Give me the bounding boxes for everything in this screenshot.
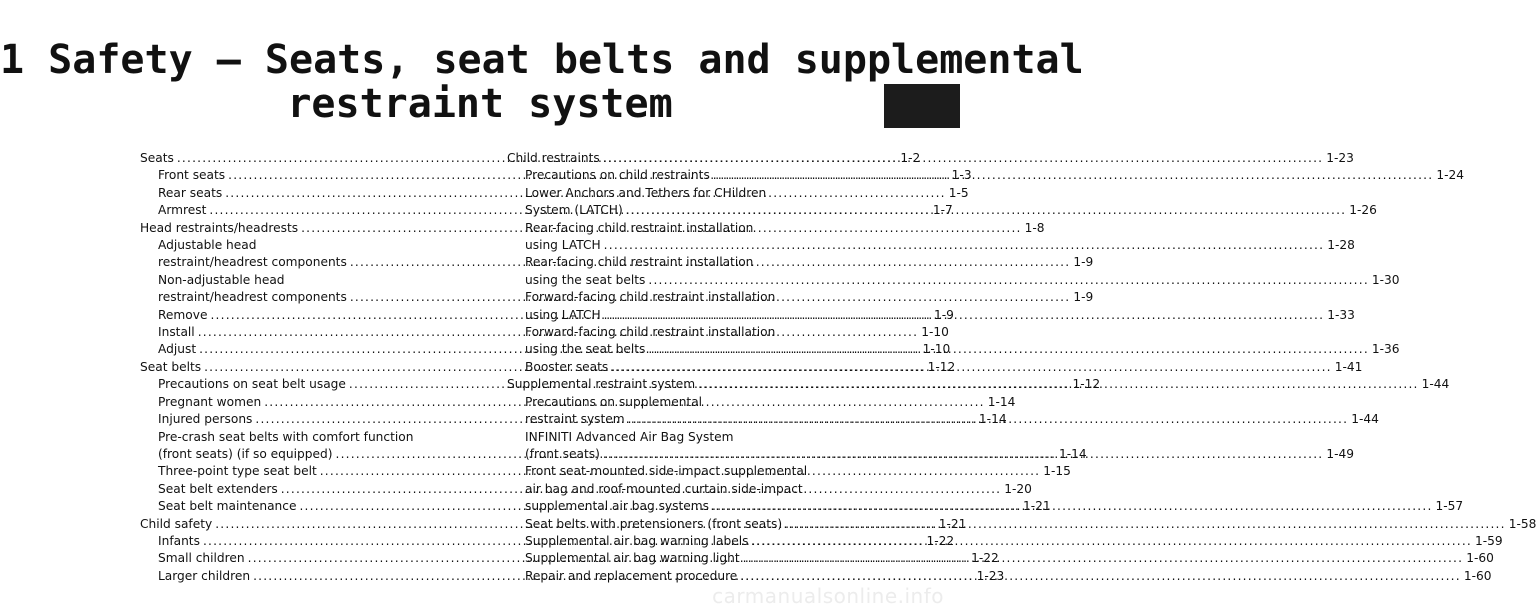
toc-entry-page: 1-41	[1334, 359, 1363, 374]
toc-entry-page: 1-24	[1436, 168, 1464, 183]
toc-leader-dots	[785, 516, 1506, 533]
toc-leader-dots	[712, 498, 1433, 515]
toc-entry-title-line: Front seat-mounted side-impact supplemental	[525, 464, 808, 479]
toc-leader-dots	[648, 272, 1369, 289]
toc-entry-title: using the seat belts	[525, 272, 646, 287]
toc-entry-title: Pregnant women	[158, 394, 262, 409]
toc-entry-title: Seat belts	[140, 359, 202, 374]
toc-entry-title: supplemental air bag systems	[525, 499, 709, 514]
toc-entry-title: Precautions on child restraints	[525, 168, 710, 183]
toc-entry-page: 1-26	[1349, 203, 1377, 218]
toc-leader-dots	[698, 376, 1419, 393]
toc-entry-title: restraint/headrest components	[158, 255, 347, 270]
toc-entry-page: 1-8	[1024, 220, 1045, 235]
toc-leader-dots	[603, 150, 1324, 167]
toc-entry-title-line: Adjustable head	[158, 238, 257, 253]
toc-entry-page: 1-9	[1073, 290, 1094, 305]
toc-entry-title-line: Forward-facing child restraint installation	[525, 290, 776, 305]
toc-entry-title-line: Forward-facing child restraint installation	[525, 325, 776, 340]
toc-leader-dots	[611, 359, 1332, 376]
toc-entry-title: Supplemental air bag warning light	[525, 551, 740, 566]
toc-leader-dots	[603, 446, 1324, 463]
toc-entry-page: 1-10	[922, 342, 951, 357]
toc-entry-title: using the seat belts	[525, 342, 646, 357]
toc-entry-title: Infants	[158, 533, 200, 548]
toc-leader-dots	[626, 202, 1347, 219]
toc-entry-page: 1-15	[1043, 464, 1071, 479]
toc-entry-title-line: air bag and roof-mounted curtain side-impact	[525, 481, 803, 496]
toc-leader-dots	[604, 307, 1325, 324]
toc-entry-title: Seat belt maintenance	[158, 499, 297, 514]
toc-entry-title: restraint/headrest components	[158, 290, 347, 305]
toc-entry-title: Seats	[140, 151, 174, 165]
toc-entry-page: 1-9	[933, 307, 954, 322]
toc-entry-title: Child safety	[140, 516, 213, 531]
toc-entry-page: 1-22	[926, 533, 955, 548]
toc-entry-title: Injured persons	[158, 412, 253, 427]
toc-entry-title-line: Precautions on supplemental	[525, 394, 703, 409]
toc-leader-dots	[604, 237, 1325, 254]
toc-entry-page: 1-14	[987, 394, 1016, 409]
toc-entry-title: Install	[158, 325, 195, 340]
toc-entry-page: 1-28	[1327, 238, 1355, 253]
toc-entry-title: Adjust	[158, 342, 197, 357]
toc-entry-page: 1-60	[1466, 551, 1494, 566]
toc-entry-page: 1-2	[900, 151, 921, 165]
toc-entry-page: 1-12	[1072, 377, 1101, 392]
toc-entry-title-line: Lower Anchors and Tethers for CHildren	[525, 185, 767, 200]
toc-entry-page: 1-21	[938, 516, 967, 531]
page-title-line-1: 1 Safety — Seats, seat belts and supplemental	[0, 37, 1084, 83]
page-title	[0, 37, 1084, 127]
toc-entry-page: 1-5	[948, 185, 969, 200]
page-title-line-2: restraint system	[287, 81, 673, 127]
toc-entry-title: Seat belts with pretensioners (front seats)	[525, 516, 783, 531]
toc-entry-page: 1-30	[1371, 272, 1400, 287]
toc-entry-title: restraint system	[525, 412, 625, 427]
toc-entry[interactable]	[507, 150, 1354, 167]
toc-entry-title-line: Rear-facing child restraint installation	[525, 220, 754, 235]
section-tab	[884, 84, 960, 128]
toc-entry-title: (front seats)	[525, 446, 600, 461]
toc-entry-page: 1-14	[978, 412, 1007, 427]
toc-entry-page: 1-33	[1327, 307, 1355, 322]
toc-entry-page: 1-44	[1421, 377, 1450, 392]
toc-entry-page: 1-60	[1463, 568, 1492, 583]
toc-entry-page: 1-12	[927, 359, 956, 374]
toc-entry-page: 1-3	[951, 168, 972, 183]
toc-entry-title: using LATCH	[525, 238, 601, 253]
toc-entry-page: 1-20	[1004, 481, 1032, 496]
toc-leader-dots	[751, 533, 1472, 550]
toc-leader-dots	[648, 341, 1369, 358]
toc-entry-page: 1-36	[1371, 342, 1400, 357]
toc-leader-dots	[713, 167, 1434, 184]
watermark: carmanualsonline.info	[712, 584, 944, 608]
toc-entry-page: 1-9	[1073, 255, 1094, 270]
toc-entry-title-line: Non-adjustable head	[158, 272, 285, 287]
toc-entry-title: Supplemental restraint system	[507, 377, 696, 392]
toc-entry-page: 1-10	[921, 325, 949, 340]
toc-entry-title: Precautions on seat belt usage	[158, 377, 346, 392]
toc-entry-title-line: INFINITI Advanced Air Bag System	[525, 429, 734, 444]
toc-entry-title: Three-point type seat belt	[158, 464, 317, 479]
toc-entry-title: Head restraints/headrests	[140, 220, 299, 235]
toc-entry-page: 1-21	[1023, 499, 1051, 514]
toc-entry-page: 1-44	[1351, 412, 1379, 427]
toc-entry-title: Armrest	[158, 203, 207, 218]
toc-entry-title: Seat belt extenders	[158, 481, 278, 496]
toc-leader-dots	[740, 568, 1461, 585]
toc-entry-page: 1-23	[976, 568, 1005, 583]
toc-entry-page: 1-59	[1475, 533, 1503, 548]
toc-entry-title: using LATCH	[525, 307, 601, 322]
toc-entry-title: Supplemental air bag warning labels	[525, 533, 749, 548]
toc-entry-title: Remove	[158, 307, 208, 322]
toc-entry-title-line: Rear-facing child restraint installation	[525, 255, 754, 270]
toc-entry-page: 1-23	[1326, 151, 1354, 165]
toc-entry-title: (front seats) (if so equipped)	[158, 446, 333, 461]
toc-leader-dots	[743, 550, 1464, 567]
toc-leader-dots	[628, 411, 1349, 428]
toc-entry-page: 1-49	[1326, 446, 1355, 461]
toc-entry-title: System (LATCH)	[525, 203, 623, 218]
toc-entry-title: Larger children	[158, 568, 251, 583]
toc-entry-title: Front seats	[158, 168, 226, 183]
toc-entry-title: Booster seats	[525, 359, 609, 374]
toc-entry-page: 1-58	[1508, 516, 1536, 531]
toc-entry-page: 1-14	[1059, 446, 1087, 461]
toc-entry-title: Child restraints	[507, 151, 600, 165]
toc-entry-page: 1-7	[932, 203, 953, 218]
toc-entry-title-line: Pre-crash seat belts with comfort function	[158, 429, 414, 444]
toc-entry-page: 1-57	[1435, 499, 1464, 514]
toc-entry-title: Small children	[158, 551, 245, 566]
toc-entry-title: Rear seats	[158, 185, 223, 200]
toc-entry-page: 1-22	[971, 551, 999, 566]
toc-entry-title: Repair and replacement procedure	[525, 568, 738, 583]
